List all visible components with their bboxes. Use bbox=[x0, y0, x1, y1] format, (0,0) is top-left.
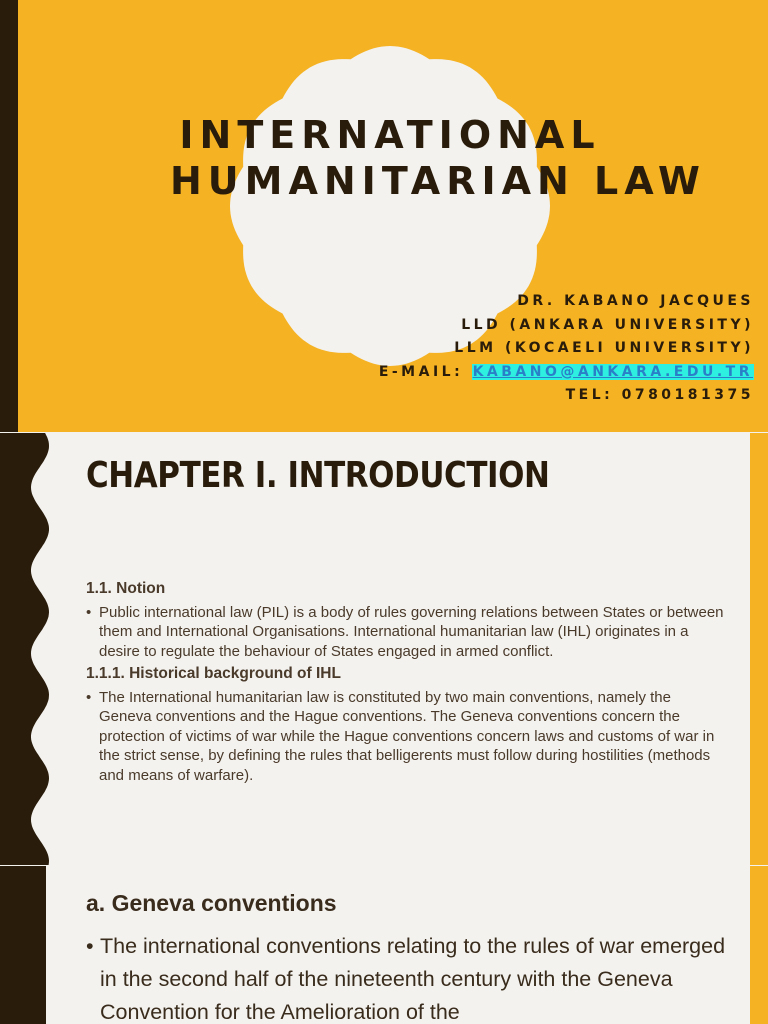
chapter-title: CHAPTER I. INTRODUCTION bbox=[86, 455, 550, 496]
right-accent-bar bbox=[750, 866, 768, 1024]
presentation-title bbox=[170, 112, 706, 204]
left-accent-bar bbox=[0, 0, 18, 432]
title-line-2: HUMANITARIAN LAW bbox=[170, 159, 706, 203]
email-label: E-MAIL: bbox=[378, 363, 472, 380]
bullet-geneva: • The international conventions relating to the rules of war emerged in the second half of the nineteenth century with the Geneva Convention for the Amelioration of the bbox=[86, 930, 726, 1024]
slide-content bbox=[86, 930, 726, 1024]
bullet-history: • The International humanitarian law is constituted by two main conventions, namely the Geneva conventions and the Hague conventions. The Geneva conventions concern the protection of victims of war while the Hague conventions concern laws and customs of war in the strict sense, by defining the rules that belligerents must follow during hostilities (methods and means of warfare). bbox=[86, 688, 726, 786]
section-heading-history: 1.1.1. Historical background of IHL bbox=[86, 665, 341, 682]
section-heading-geneva: a. Geneva conventions bbox=[86, 890, 337, 916]
email-line bbox=[379, 361, 754, 385]
email-link[interactable]: KABANO@ANKARA.EDU.TR bbox=[472, 363, 753, 380]
right-accent-bar bbox=[750, 433, 768, 865]
degree-lld: LLD (ANKARA UNIVERSITY) bbox=[461, 316, 754, 333]
slide-content bbox=[86, 579, 726, 788]
author-block bbox=[379, 290, 754, 408]
title-line-1: INTERNATIONAL bbox=[179, 113, 601, 157]
telephone: TEL: 0780181375 bbox=[565, 387, 754, 403]
degree-llm: LLM (KOCAELI UNIVERSITY) bbox=[454, 340, 754, 356]
introduction-slide bbox=[0, 433, 768, 865]
bullet-notion: • Public international law (PIL) is a body of rules governing relations between States or between them and International Organisations. International humanitarian law (IHL) originates in a desire to regulate the behaviour of States engaged in armed conflict. bbox=[86, 603, 726, 662]
geneva-conventions-slide bbox=[0, 866, 768, 1024]
author-name: DR. KABANO JACQUES bbox=[517, 293, 754, 309]
title-slide bbox=[0, 0, 768, 432]
section-heading-notion: 1.1. Notion bbox=[86, 580, 166, 597]
left-wavy-border bbox=[0, 433, 60, 865]
left-accent-bar bbox=[0, 866, 46, 1024]
